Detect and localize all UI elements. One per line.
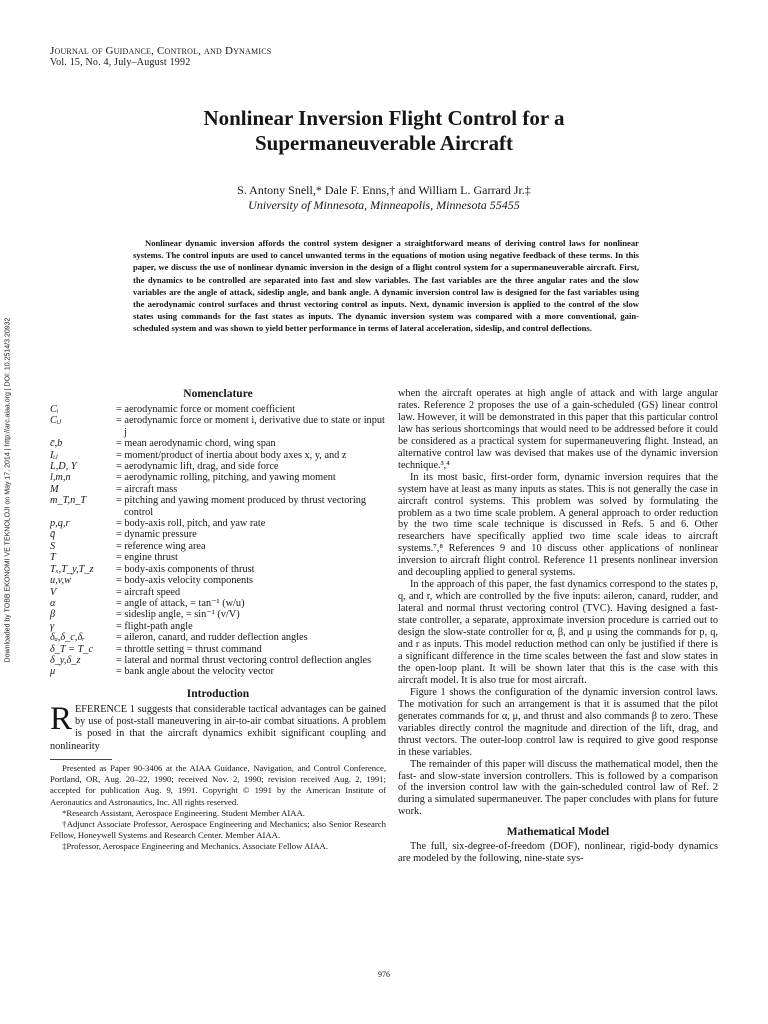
nomenclature-definition: = pitching and yawing moment produced by thrust vectoring control [116, 495, 367, 518]
journal-name: Journal of Guidance, Control, and Dynamics [50, 45, 272, 57]
nomenclature-definition: = throttle setting = thrust command [116, 643, 262, 655]
nomenclature-symbol: α [50, 597, 56, 609]
nomenclature-row [50, 655, 386, 666]
nomenclature-symbol: δ_T = T_c [50, 643, 94, 655]
journal-header [50, 46, 271, 68]
nomenclature-row [50, 552, 386, 563]
introduction-text: EFERENCE 1 suggests that considerable tactical advantages can be gained by use of post-stall maneuvering in air-to-air combat situations. A problem is posed in that the aircraft dynamics exhibit significant coupling and nonlinearity [50, 703, 386, 752]
nomenclature-row [50, 598, 386, 609]
page-number: 976 [378, 970, 390, 979]
right-column-body [398, 388, 718, 818]
nomenclature-row [50, 529, 386, 540]
nomenclature-symbol: β [50, 609, 56, 621]
nomenclature-row [50, 518, 386, 529]
nomenclature-heading: Nomenclature [183, 388, 253, 400]
nomenclature-row [50, 541, 386, 552]
body-paragraph: when the aircraft operates at high angle of attack and with large angular rates. Reference 2 proposes the use of a gain-scheduled (GS) linear control law. However, it will be demonstrated in this paper that this particular control law has serious shortcomings that would need to be addressed before it could be considered as a practical system for supermaneuvering flight. Instead, an alternative control law was devised that makes use of the dynamic inversion technique.³,⁴ [398, 388, 718, 471]
nomenclature-row [50, 438, 386, 449]
nomenclature-definition: = engine thrust [116, 552, 178, 564]
nomenclature-symbol: q̄ [50, 529, 56, 541]
body-paragraph: In the approach of this paper, the fast dynamics correspond to the states p, q, and r, which are controlled by the five inputs: aileron, canard, rudder, and lateral and normal thrust vectoring control (TVC). Having designed a fast-state controller, a separate, approximate inversion procedure is carried out to design the slow-state controller for α, β, and μ using the commands for p, q, and r as inputs. This model reduction method can only be justified if there is a significant difference in the time scales between the fast and slow states in the open-loop plant. It will be shown later that this is the case with this aircraft model. It is also true for most aircraft. [398, 579, 718, 686]
paper-title [0, 106, 768, 156]
nomenclature-row [50, 404, 386, 415]
nomenclature-symbol: μ [50, 666, 56, 678]
nomenclature-definition: = aerodynamic force or moment i, derivative due to state or input j [116, 415, 385, 438]
nomenclature-symbol: Iᵢⱼ [50, 449, 58, 461]
nomenclature-row [50, 472, 386, 483]
nomenclature-definition: = dynamic pressure [116, 529, 197, 541]
left-column [50, 388, 386, 853]
introduction-paragraph [50, 700, 386, 753]
footnote: *Research Assistant, Aerospace Engineering. Student Member AIAA. [62, 807, 305, 818]
nomenclature-symbol: Cᵢⱼ [50, 415, 62, 427]
footnotes [50, 763, 386, 853]
paper-title-line-2: Supermaneuverable Aircraft [255, 131, 513, 155]
right-column [398, 388, 718, 865]
nomenclature-row [50, 575, 386, 586]
nomenclature-definition: = body-axis velocity components [116, 575, 254, 587]
introduction-heading: Introduction [186, 687, 250, 700]
nomenclature-definition: = aerodynamic rolling, pitching, and yawing moment [116, 472, 336, 484]
nomenclature-definition: = bank angle about the velocity vector [116, 666, 274, 678]
download-sidebar [2, 300, 14, 680]
nomenclature-definition: = aileron, canard, and rudder deflection angles [116, 632, 308, 644]
nomenclature-symbol: Tₓ,T_y,T_z [50, 563, 94, 575]
footnote: Presented as Paper 90-3406 at the AIAA Guidance, Navigation, and Control Conference, Portland, OR, Aug. 20–22, 1990; received Nov. 2, 1990; revision received Aug. 2, 1991; accepted for publication Aug. 9, 1991. Copyright © 1991 by the American Institute of Aeronautics and Astronautics, Inc. All rights reserved. [50, 762, 386, 807]
nomenclature-definition: = aircraft mass [116, 483, 178, 495]
nomenclature-symbol: M [50, 483, 59, 495]
nomenclature-definition: = aerodynamic force or moment coefficient [116, 404, 296, 415]
drop-cap: R [50, 700, 73, 737]
nomenclature-definition: = moment/product of inertia about body axes x, y, and z [116, 449, 347, 461]
nomenclature-definition: = flight-path angle [116, 620, 193, 632]
author-block [0, 183, 768, 213]
nomenclature-symbol: p,q,r [50, 518, 70, 530]
nomenclature-symbol: δ_y,δ_z [50, 654, 81, 666]
nomenclature-row [50, 450, 386, 461]
mathematical-model-heading: Mathematical Model [506, 826, 610, 839]
nomenclature-symbol: L,D, Y [50, 461, 77, 473]
nomenclature-list [50, 404, 386, 678]
nomenclature-definition: = body-axis components of thrust [116, 563, 255, 575]
nomenclature-symbol: δₐ,δ_c,δᵣ [50, 632, 85, 644]
author-names: S. Antony Snell,* Dale F. Enns,† and William L. Garrard Jr.‡ [237, 183, 531, 197]
journal-issue: Vol. 15, No. 4, July–August 1992 [50, 57, 191, 68]
abstract: Nonlinear dynamic inversion affords the control system designer a straightforward means of deriving control laws for nonlinear systems. The control inputs are used to cancel unwanted terms in the equations of motion using negative feedback of these terms. In this paper, we discuss the use of nonlinear dynamic inversion in the design of a flight control system for a supermaneuverable aircraft. First, the dynamics to be controlled are separated into fast and slow variables. The fast variables are the three angular rates and the slow variables are the angle of attack, sideslip angle, and bank angle. A dynamic inversion control law is designed for the fast variables using the aerodynamic control surfaces and thrust vectoring control as inputs. Next, dynamic inversion is applied to the control of the slow states using commands for the fast states as inputs. The dynamic inversion system was compared with a more conventional, gain-scheduled system and was shown to yield better performance in terms of lateral acceleration, sideslip, and control deflections. [133, 238, 639, 334]
nomenclature-row [50, 644, 386, 655]
mathematical-model-text: The full, six-degree-of-freedom (DOF), nonlinear, rigid-body dynamics are modeled by the following, nine-state sys- [398, 841, 718, 865]
nomenclature-symbol: Cᵢ [50, 404, 59, 415]
nomenclature-symbol: γ [50, 620, 55, 632]
body-paragraph: In its most basic, first-order form, dynamic inversion requires that the system have at least as many inputs as states. This is not generally the case in aircraft control systems. This problem was solved by formulating the problem as a two time scale problem. A general approach to order reduction by the two time scale technique is discussed in Refs. 5 and 6. Other researchers have specifically applied two time scale ideas to aircraft systems.⁷,⁸ References 9 and 10 discuss other applications of nonlinear inversion to aircraft flight control. Reference 11 presents nonlinear inversion and decoupling applied to general systems. [398, 471, 718, 579]
paper-title-line-1: Nonlinear Inversion Flight Control for a [203, 106, 565, 130]
nomenclature-symbol: S [50, 540, 56, 552]
nomenclature-definition: = reference wing area [116, 540, 206, 552]
nomenclature-definition: = lateral and normal thrust vectoring control deflection angles [116, 654, 372, 666]
footnote-rule [50, 759, 112, 760]
nomenclature-row [50, 495, 386, 518]
nomenclature-row [50, 564, 386, 575]
nomenclature-row [50, 621, 386, 632]
nomenclature-row [50, 461, 386, 472]
nomenclature-symbol: c̄,b [50, 438, 63, 450]
nomenclature-symbol: m_T,n_T [50, 495, 87, 507]
nomenclature-symbol: T [50, 552, 56, 564]
nomenclature-row [50, 587, 386, 598]
nomenclature-definition: = angle of attack, = tan⁻¹ (w/u) [116, 597, 245, 609]
nomenclature-symbol: u,v,w [50, 575, 71, 587]
body-paragraph: The remainder of this paper will discuss the mathematical model, then the fast- and slow-state inversion controllers. This is followed by a comparison of the inversion control law with the gain-scheduled control law of Ref. 2 during a simulated supermaneuver. The paper concludes with plans for future work. [398, 758, 718, 818]
nomenclature-row [50, 484, 386, 495]
footnote: ‡Professor, Aerospace Engineering and Mechanics. Associate Fellow AIAA. [62, 841, 329, 852]
footnote: †Adjunct Associate Professor, Aerospace Engineering and Mechanics; also Senior Research Fellow, Honeywell Systems and Research Center. Member AIAA. [50, 818, 386, 841]
body-paragraph: Figure 1 shows the configuration of the dynamic inversion control laws. The motivation for such an arrangement is that it is assumed that the pilot generates commands for α, μ, and thrust and also commands β to zero. These variables directly control the magnitude and direction of the lift, drag, and thrust vectors. The outer-loop control law is required to give good response in these variables. [398, 686, 718, 758]
nomenclature-row [50, 632, 386, 643]
nomenclature-symbol: V [50, 586, 57, 598]
nomenclature-definition: = sideslip angle, = sin⁻¹ (v/V) [116, 609, 240, 621]
nomenclature-definition: = aerodynamic lift, drag, and side force [116, 461, 279, 473]
nomenclature-row [50, 609, 386, 620]
author-affiliation: University of Minnesota, Minneapolis, Minnesota 55455 [248, 198, 520, 212]
download-note: Downloaded by TOBB EKONOMI VE TEKNOLOJI on May 17, 2014 | http://arc.aiaa.org | DOI: 10.2514/3.20932 [4, 317, 12, 663]
nomenclature-row [50, 666, 386, 677]
nomenclature-symbol: l,m,n [50, 472, 71, 484]
nomenclature-definition: = mean aerodynamic chord, wing span [116, 438, 276, 450]
nomenclature-definition: = aircraft speed [116, 586, 181, 598]
nomenclature-row [50, 415, 386, 438]
nomenclature-definition: = body-axis roll, pitch, and yaw rate [116, 518, 266, 530]
